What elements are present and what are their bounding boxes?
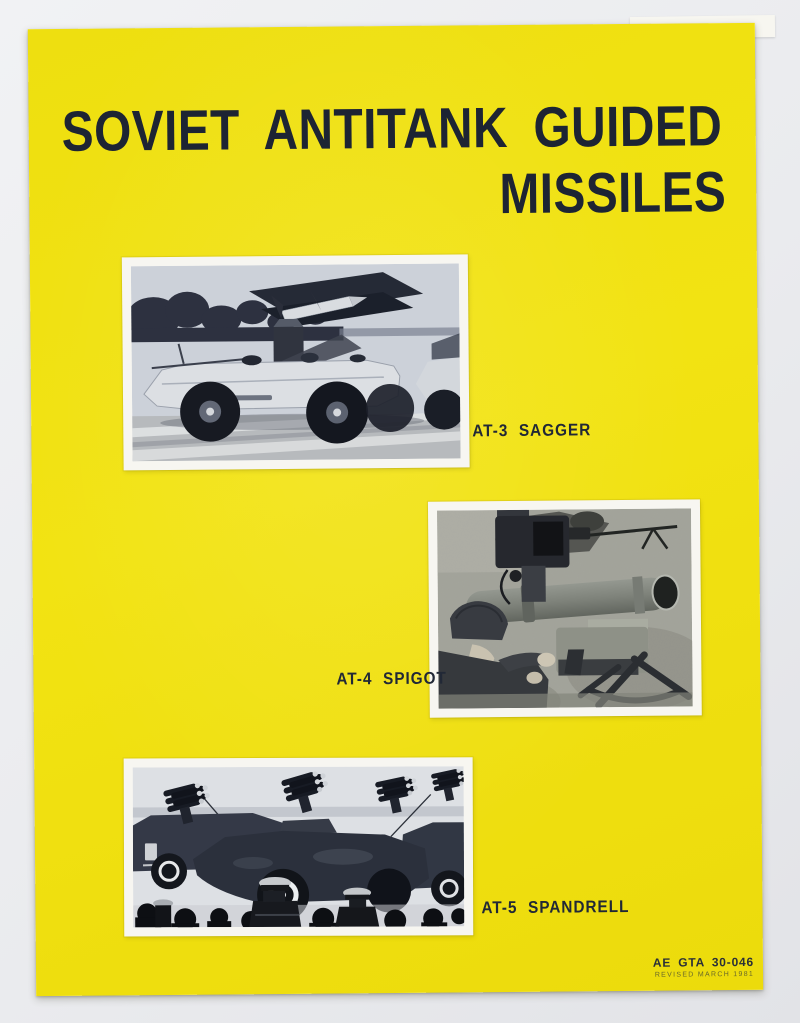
at4-spigot-illustration	[437, 508, 693, 708]
poster	[28, 23, 763, 996]
credit-revision: REVISED MARCH 1981	[654, 970, 755, 979]
photo-at3-sagger	[122, 254, 470, 470]
credit-block	[653, 955, 754, 979]
credit-number: AE GTA 30-046	[652, 954, 755, 970]
at3-sagger-illustration	[131, 263, 461, 461]
title-line-2: MISSILES	[499, 160, 727, 227]
poster-title	[61, 93, 726, 231]
label-at3-sagger: AT-3 SAGGER	[472, 420, 592, 441]
at5-spandrell-illustration	[133, 766, 465, 927]
photo-at5-spandrell	[124, 757, 474, 936]
photo-at4-spigot	[428, 499, 702, 717]
title-line-1: SOVIET ANTITANK GUIDED	[61, 94, 723, 164]
label-at4-spigot: AT-4 SPIGOT	[336, 668, 447, 689]
label-at5-spandrell: AT-5 SPANDRELL	[481, 896, 630, 918]
